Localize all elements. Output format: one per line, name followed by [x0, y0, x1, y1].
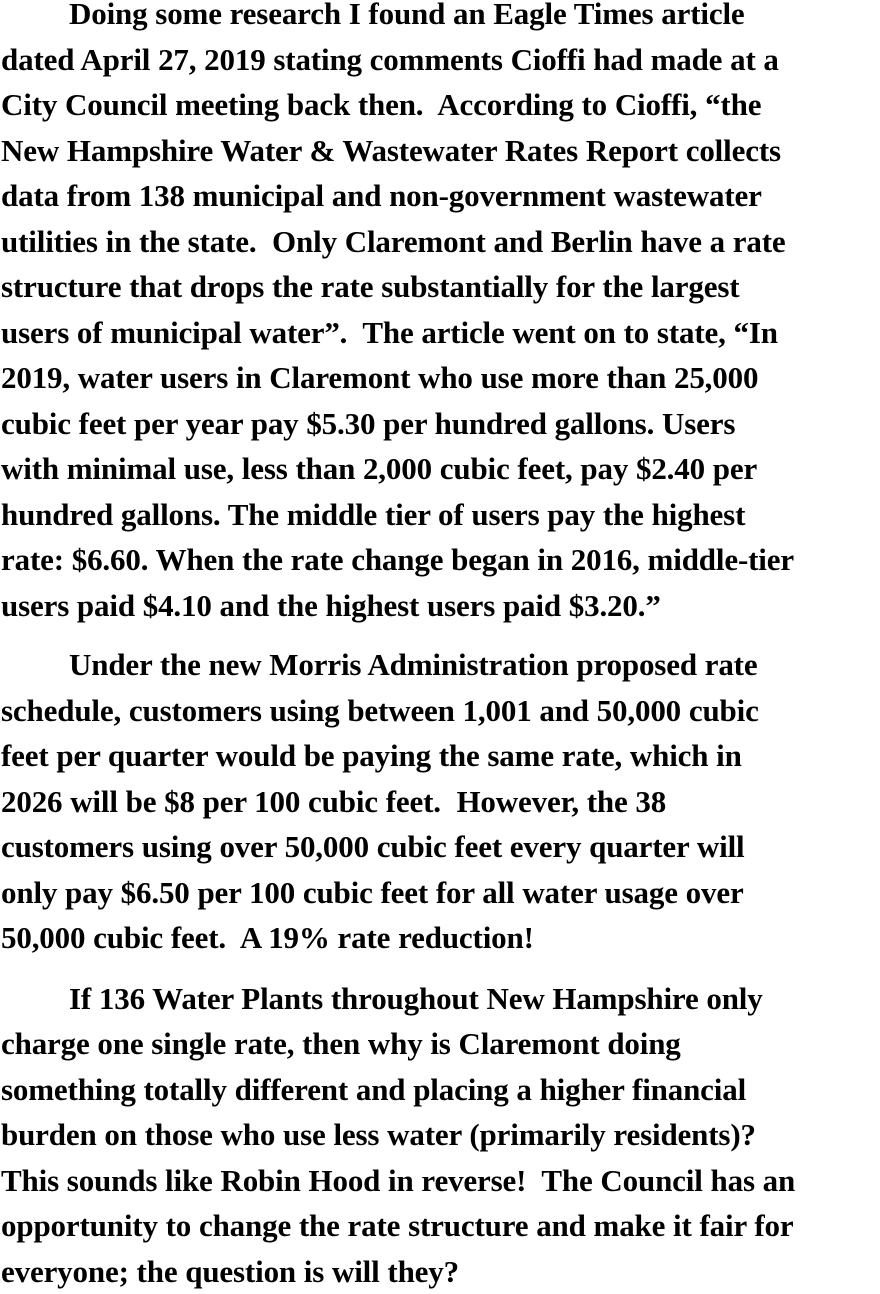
paragraph-3 — [1, 976, 880, 1294]
text-line: New Hampshire Water & Wastewater Rates Report collects — [1, 128, 880, 174]
text-line: Doing some research I found an Eagle Times article — [1, 0, 880, 37]
text-line: data from 138 municipal and non-government wastewater — [1, 173, 880, 219]
paragraph-2 — [1, 642, 880, 961]
text-line: Under the new Morris Administration proposed rate — [1, 642, 880, 688]
text-line: users of municipal water”. The article went on to state, “In — [1, 310, 880, 356]
text-line: 50,000 cubic feet. A 19% rate reduction! — [1, 915, 880, 961]
text-line: everyone; the question is will they? — [1, 1249, 880, 1294]
text-line: rate: $6.60. When the rate change began in 2016, middle-tier — [1, 537, 880, 583]
text-line: schedule, customers using between 1,001 and 50,000 cubic — [1, 688, 880, 734]
text-line: burden on those who use less water (primarily residents)? — [1, 1112, 880, 1158]
text-line: structure that drops the rate substantially for the largest — [1, 264, 880, 310]
text-line: hundred gallons. The middle tier of users pay the highest — [1, 492, 880, 538]
text-line: opportunity to change the rate structure and make it fair for — [1, 1203, 880, 1249]
text-line: users paid $4.10 and the highest users paid $3.20.” — [1, 583, 880, 629]
text-line: This sounds like Robin Hood in reverse! The Council has an — [1, 1158, 880, 1204]
text-line: If 136 Water Plants throughout New Hampshire only — [1, 976, 880, 1022]
paragraph-1 — [1, 0, 880, 628]
text-line: customers using over 50,000 cubic feet every quarter will — [1, 824, 880, 870]
text-line: City Council meeting back then. According to Cioffi, “the — [1, 82, 880, 128]
text-line: cubic feet per year pay $5.30 per hundred gallons. Users — [1, 401, 880, 447]
text-line: something totally different and placing a higher financial — [1, 1067, 880, 1113]
text-line: only pay $6.50 per 100 cubic feet for all water usage over — [1, 870, 880, 916]
text-line: charge one single rate, then why is Claremont doing — [1, 1021, 880, 1067]
text-line: 2026 will be $8 per 100 cubic feet. However, the 38 — [1, 779, 880, 825]
text-line: dated April 27, 2019 stating comments Cioffi had made at a — [1, 37, 880, 83]
text-line: feet per quarter would be paying the same rate, which in — [1, 733, 880, 779]
text-line: with minimal use, less than 2,000 cubic feet, pay $2.40 per — [1, 446, 880, 492]
text-line: utilities in the state. Only Claremont and Berlin have a rate — [1, 219, 880, 265]
text-line: 2019, water users in Claremont who use more than 25,000 — [1, 355, 880, 401]
